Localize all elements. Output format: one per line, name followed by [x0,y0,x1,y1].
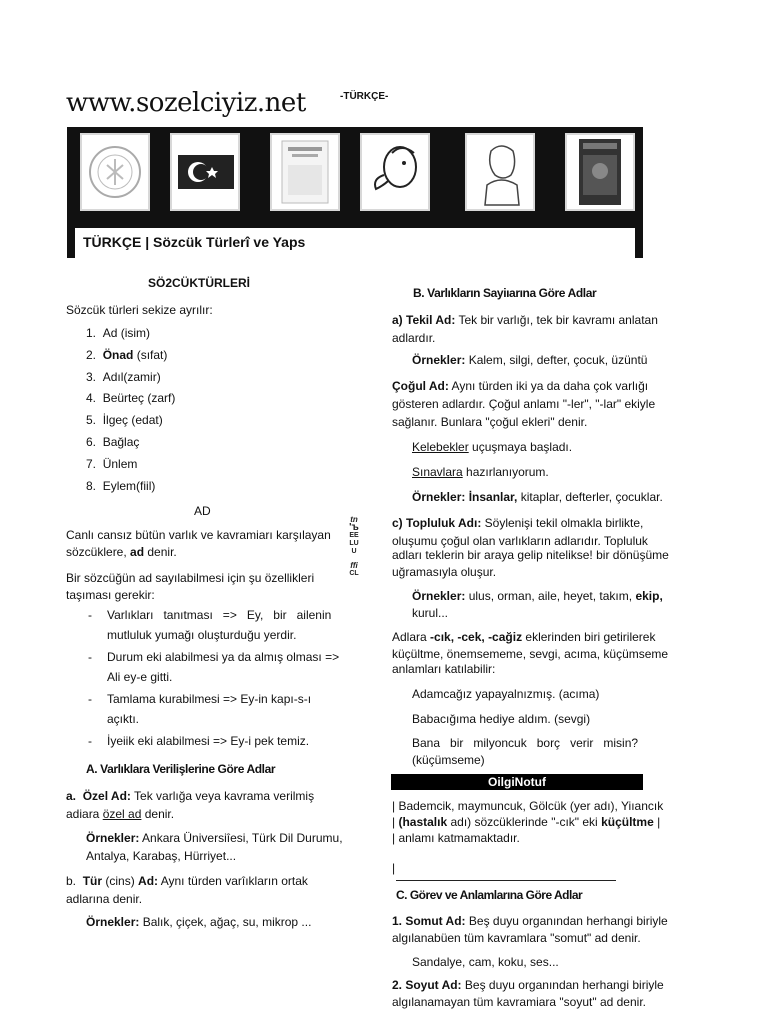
divider [396,880,616,881]
tekil-ad-examples: Örnekler: Kalem, silgi, defter, çocuk, üzüntü [412,353,648,367]
seal-image [80,133,150,211]
list-item [86,368,326,390]
item-text: İlgeç (edat) [102,413,163,428]
item-number: 4. [86,391,97,406]
ozel-ad-line-1: a. Özel Ad: Tek varlığa veya kavrama verilmiş [66,789,315,803]
ozel-ad-line-2: adiara özel ad denir. [66,807,175,821]
list-item [86,433,326,455]
cogul-example-1: Kelebekler uçuşmaya başladı. [412,440,573,454]
tur-ad-line-2: adlarına denir. [66,892,143,906]
ozel-ad-examples-2: Antalya, Karabaş, Hürriyet... [86,849,237,863]
topluluk-examples: Örnekler: ulus, orman, aile, heyet, takım, ekip, [412,589,663,603]
caricature-image [360,133,430,211]
item-text: Ünlem [102,456,138,471]
intro-text: Sözcük türleri sekize ayrılır: [66,303,213,317]
turkish-flag-icon [172,135,238,209]
item-text: Ad (isim) [102,326,151,340]
soyut-line-2: algılanamayan tüm kavramiara "soyut" ad denir. [392,995,646,1009]
section-heading: SÖ2CÜKTÜRLERİ [148,276,251,290]
tur-ad-line-1: b. Tür (cins) Ad: Aynı türden varîıkların ortak [66,874,308,888]
topluluk-examples-2: kurul... [412,606,449,620]
banner-title-subject: TÜRKÇE [83,234,142,250]
info-note-line-2: | (hastalık adı) sözcüklerinde "-cık" eki küçültme | [392,815,661,829]
cogul-example-2: Sınavlara hazırlanıyorum. [412,465,549,479]
item-number: 2. [86,347,97,362]
seal-icon [82,135,148,209]
topluluk-line-1: c) Topluluk Adı: Söylenişi tekil olmakla birlikte, [392,516,644,530]
requirements-line-2: taşıması gerekir: [66,588,155,602]
tekil-ad-line-2: adlardır. [392,331,436,345]
list-item [86,477,326,499]
item-bold-text: Önad [102,347,134,362]
cogul-ad-line-3: sağlanır. Bunlara "çoğul ekleri" denir. [392,415,588,429]
item-text: Eylem(fiil) [102,478,156,493]
face-sketch-icon [362,135,428,209]
book-icon [272,135,338,209]
list-item: - Varlıkları tanıtması => Ey, bir ailenin mutluluk yumağı oluşturduğu yerdir. [88,608,332,642]
list-item [86,455,326,477]
requirements-line-1: Bir sözcüğün ad sayılabilmesi için şu özellikleri [66,571,315,585]
kucultme-example-3: Bana bir milyoncuk borç verir misin? [412,736,639,750]
section-b-heading: B. Varlıkların Sayiıarına Göre Adlar [413,286,597,300]
info-note-line-4: | [392,861,396,875]
list-item: - İyeiik eki alabilmesi => Ey-i pek temiz. [88,734,310,748]
item-number: 1. [86,326,97,340]
list-item: - Tamlama kurabilmesi => Ey-in kapı-s-ı açıktı. [88,692,312,726]
portrait-icon [467,135,533,209]
item-number: 8. [86,478,97,493]
topluluk-line-3: adları teklerin bir araya gelip nitelikse! bir dönüşüme [392,548,669,562]
cogul-ad-line-2: gösteren adlardır. Çoğul anlamı "-ler", "-lar" ekiyle [392,397,656,411]
flag-image [170,133,240,211]
info-note-header: OilgiNotuf [391,774,643,790]
item-number: 5. [86,413,97,428]
requirements-list [66,605,342,753]
item-text: Adıl(zamir) [102,369,161,384]
book-photo-image [565,133,635,211]
subject-tag: -TÜRKÇE- [340,91,389,102]
list-item [86,346,326,368]
margin-mark: tn 'ъ EE LU U ffi CL [349,515,359,577]
banner-title-topic: Sözcük Türlerî ve Yaps [153,234,306,250]
item-text: (sıfat) [133,347,168,362]
list-item [86,324,326,346]
somut-line-1: 1. Somut Ad: Beş duyu organından herhangi biriyle [392,914,668,928]
kucultme-line-3: anlamları katılabilir: [392,662,496,676]
definition-line-2: sözcüklere, ad denir. [66,545,177,559]
soyut-line-1: 2. Soyut Ad: Beş duyu organından herhangi biriyle [392,978,664,992]
ad-heading: AD [194,504,211,518]
ozel-ad-examples: Örnekler: Ankara Üniversiîesi, Türk Dil Durumu, [86,831,343,845]
topluluk-line-4: uğramasıyla oluşur. [392,565,497,579]
tekil-ad-line-1: a) Tekil Ad: Tek bir varlığı, tek bir kavramı anlatan [392,313,658,327]
word-types-list [86,324,326,498]
kucultme-example-3b: (küçümseme) [412,753,485,767]
definition-line-1: Canlı cansız bütün varlık ve kavramiarı karşılayan [66,528,331,542]
book-photo-icon [567,135,633,209]
tur-ad-examples: Örnekler: Balık, çiçek, ağaç, su, mikrop ... [86,915,312,929]
cogul-ad-examples: Örnekler: İnsanlar, kitaplar, defterler, çocuklar. [412,490,663,504]
info-note-line-1: | Bademcik, maymuncuk, Gölcük (yer adı), Yiıancık [392,799,664,813]
item-number: 3. [86,369,97,384]
kucultme-example-2: Babacığıma hediye aldım. (sevgi) [412,712,591,726]
item-number: 7. [86,456,97,471]
section-a-heading: A. Varlıklara Verilişlerine Göre Adlar [86,762,276,776]
kucultme-line-1: Adlara -cık, -cek, -cağiz eklerinden biri getirilerek [392,630,656,644]
section-c-heading: C. Görev ve Anlamlarına Göre Adlar [396,888,583,902]
kucultme-line-2: küçültme, önemsememe, sevgi, acıma, küçümseme [392,647,669,661]
item-text: Bağlaç [102,434,140,449]
site-logo-text: www.sozelciyiz.net [66,88,306,118]
banner [67,127,643,258]
portrait-image [465,133,535,211]
book-cover-image [270,133,340,211]
list-item: - Durum eki alabilmesi ya da almış olması => Ali ey-e gitti. [88,650,340,684]
list-item [86,411,326,433]
item-text: Beürteç (zarf) [102,391,176,406]
somut-line-2: algılanabüen tüm kavramlara "somut" ad denir. [392,931,641,945]
topluluk-line-2: oluşumu çoğul olan varlıkların adlarıdır. Topluluk [392,534,648,548]
cogul-ad-line-1: Çoğul Ad: Aynı türden iki ya da daha çok varlığı [392,379,649,393]
banner-title [75,228,635,258]
info-note-line-3: | anlamı katmamaktadır. [392,831,520,845]
somut-example: Sandalye, cam, koku, ses... [412,955,559,969]
kucultme-example-1: Adamcağız yapayalnızmış. (acıma) [412,687,600,701]
banner-title-separator: | [145,234,150,250]
item-number: 6. [86,434,97,449]
list-item [86,389,326,411]
